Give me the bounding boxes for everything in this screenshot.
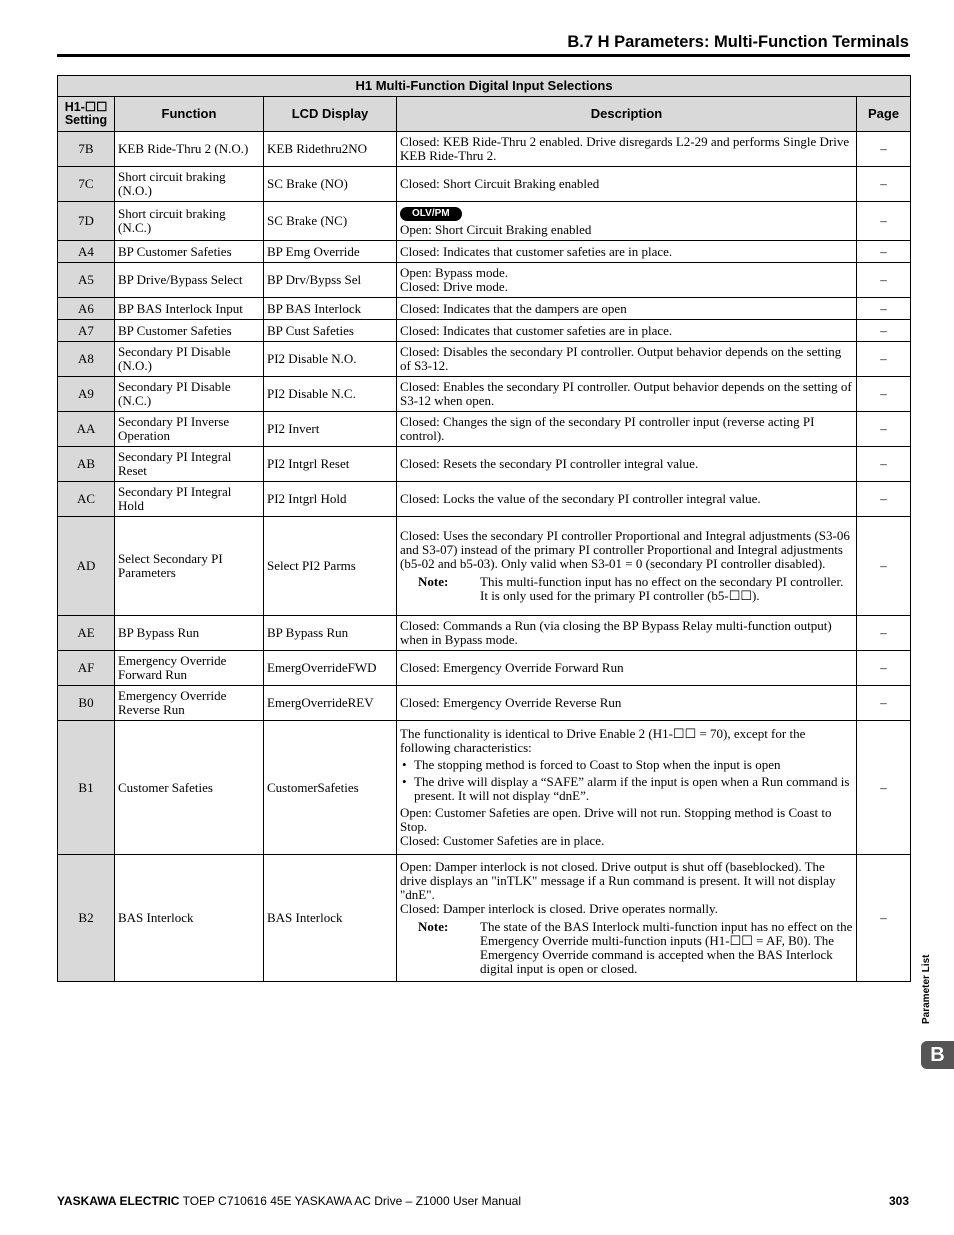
lcd-display-cell: PI2 Intgrl Reset xyxy=(264,447,397,482)
page-cell: – xyxy=(857,651,911,686)
setting-cell: 7C xyxy=(58,167,115,202)
page-cell: – xyxy=(857,132,911,167)
page-cell: – xyxy=(857,167,911,202)
function-cell: BP Drive/Bypass Select xyxy=(115,263,264,298)
description-cell xyxy=(397,342,857,377)
table-row xyxy=(58,721,911,855)
lcd-display-cell: CustomerSafeties xyxy=(264,721,397,855)
table-row xyxy=(58,482,911,517)
function-cell: BP Customer Safeties xyxy=(115,241,264,263)
column-header-setting: H1-☐☐ Setting xyxy=(58,97,115,132)
description-line: Closed: Enables the secondary PI controller. Output behavior depends on the setting of S3-12 when open. xyxy=(400,379,852,408)
lcd-display-cell: KEB Ridethru2NO xyxy=(264,132,397,167)
page-cell: – xyxy=(857,263,911,298)
note-text: This multi-function input has no effect on the secondary PI controller. It is only used for the primary PI controller (b5-☐☐). xyxy=(480,574,844,603)
setting-cell: B2 xyxy=(58,855,115,982)
page-cell: – xyxy=(857,342,911,377)
function-cell: Secondary PI Integral Hold xyxy=(115,482,264,517)
function-cell: BP Customer Safeties xyxy=(115,320,264,342)
function-cell: Secondary PI Inverse Operation xyxy=(115,412,264,447)
description-cell xyxy=(397,651,857,686)
description-line: Closed: Damper interlock is closed. Drive operates normally. xyxy=(400,901,718,916)
function-cell: Select Secondary PI Parameters xyxy=(115,517,264,616)
function-cell: Emergency Override Forward Run xyxy=(115,651,264,686)
column-header-description: Description xyxy=(397,97,857,132)
bullet-list xyxy=(400,758,853,803)
table-row xyxy=(58,517,911,616)
note-text: The state of the BAS Interlock multi-function input has no effect on the Emergency Override multi-function inputs (H1-☐☐ = AF, B0). The Emergency Override command is accepted when the BAS Interlock digital input is open or closed. xyxy=(480,919,853,976)
lcd-display-cell: EmergOverrideFWD xyxy=(264,651,397,686)
description-cell xyxy=(397,412,857,447)
page-cell: – xyxy=(857,412,911,447)
lcd-display-cell: PI2 Invert xyxy=(264,412,397,447)
lcd-display-cell: SC Brake (NO) xyxy=(264,167,397,202)
description-line: Closed: Disables the secondary PI controller. Output behavior depends on the setting of S3-12. xyxy=(400,344,842,373)
description-cell xyxy=(397,616,857,651)
page-cell: – xyxy=(857,241,911,263)
function-cell: Emergency Override Reverse Run xyxy=(115,686,264,721)
page-cell: – xyxy=(857,298,911,320)
table-row xyxy=(58,651,911,686)
function-cell: Secondary PI Disable (N.O.) xyxy=(115,342,264,377)
lcd-display-cell: PI2 Disable N.C. xyxy=(264,377,397,412)
table-row xyxy=(58,342,911,377)
description-cell xyxy=(397,447,857,482)
description-line: Closed: Changes the sign of the secondary PI controller input (reverse acting PI control). xyxy=(400,414,815,443)
note-label: Note: xyxy=(418,574,449,589)
table-row xyxy=(58,377,911,412)
function-cell: BAS Interlock xyxy=(115,855,264,982)
side-label: Parameter List xyxy=(921,954,932,1024)
description-line: Closed: KEB Ride-Thru 2 enabled. Drive disregards L2-29 and performs Single Drive KEB Ride-Thru 2. xyxy=(400,134,850,163)
table-caption: H1 Multi-Function Digital Input Selections xyxy=(58,76,911,97)
page-cell: – xyxy=(857,686,911,721)
table-row xyxy=(58,167,911,202)
description-line: Open: Damper interlock is not closed. Drive output is shut off (baseblocked). The drive displays an "inTLK" message if a Run command is present. It will not display "dnE". xyxy=(400,859,836,902)
section-tab: B xyxy=(921,1041,954,1069)
setting-cell: AE xyxy=(58,616,115,651)
page-cell: – xyxy=(857,447,911,482)
lcd-display-cell: SC Brake (NC) xyxy=(264,202,397,241)
setting-cell: AF xyxy=(58,651,115,686)
function-cell: Short circuit braking (N.C.) xyxy=(115,202,264,241)
description-cell xyxy=(397,298,857,320)
description-line: Open: Customer Safeties are open. Drive will not run. Stopping method is Coast to Stop. xyxy=(400,805,832,834)
description-line: Closed: Indicates that the dampers are open xyxy=(400,300,627,316)
table-row xyxy=(58,132,911,167)
page-number: 303 xyxy=(888,1194,909,1208)
description-line: Closed: Indicates that customer safeties are in place. xyxy=(400,322,673,338)
setting-cell: A4 xyxy=(58,241,115,263)
function-cell: BP Bypass Run xyxy=(115,616,264,651)
description-line: Open: Short Circuit Braking enabled xyxy=(400,222,592,237)
setting-cell: B0 xyxy=(58,686,115,721)
description-line: Closed: Emergency Override Reverse Run xyxy=(400,695,622,710)
table-row xyxy=(58,241,911,263)
description-cell xyxy=(397,482,857,517)
column-header-function: Function xyxy=(115,97,264,132)
description-cell xyxy=(397,517,857,616)
page-cell: – xyxy=(857,320,911,342)
function-cell: Customer Safeties xyxy=(115,721,264,855)
description-cell xyxy=(397,263,857,298)
setting-cell: A8 xyxy=(58,342,115,377)
function-cell: Secondary PI Integral Reset xyxy=(115,447,264,482)
table-row xyxy=(58,320,911,342)
setting-cell: AC xyxy=(58,482,115,517)
table-row xyxy=(58,616,911,651)
note-block xyxy=(400,920,853,976)
lcd-display-cell: BP Emg Override xyxy=(264,241,397,263)
setting-cell: 7D xyxy=(58,202,115,241)
table-row xyxy=(58,686,911,721)
description-line: Closed: Resets the secondary PI controller integral value. xyxy=(400,456,699,471)
description-cell xyxy=(397,167,857,202)
lcd-display-cell: BP BAS Interlock xyxy=(264,298,397,320)
lcd-display-cell: BP Cust Safeties xyxy=(264,320,397,342)
description-cell xyxy=(397,721,857,855)
table-row xyxy=(58,412,911,447)
note-block xyxy=(400,575,853,603)
lcd-display-cell: BP Drv/Bypss Sel xyxy=(264,263,397,298)
lcd-display-cell: EmergOverrideREV xyxy=(264,686,397,721)
control-mode-badge: OLV/PM xyxy=(400,207,462,221)
description-line: Closed: Indicates that customer safeties are in place. xyxy=(400,243,673,259)
function-cell: BP BAS Interlock Input xyxy=(115,298,264,320)
lcd-display-cell: Select PI2 Parms xyxy=(264,517,397,616)
setting-cell: A7 xyxy=(58,320,115,342)
description-cell xyxy=(397,241,857,263)
table-row xyxy=(58,298,911,320)
description-line: Closed: Uses the secondary PI controller Proportional and Integral adjustments (S3-06 and S3-07) instead of the primary PI controller Proportional and Integral adjustments (b5-02 and b5-03). Only valid when S3-01 = 0 (secondary PI controller disabled). xyxy=(400,528,850,571)
bullet-item: • The drive will display a “SAFE” alarm if the input is open when a Run command is present. It will not display “dnE”. xyxy=(400,775,853,803)
description-line: Closed: Short Circuit Braking enabled xyxy=(400,176,600,191)
page-cell: – xyxy=(857,377,911,412)
description-cell xyxy=(397,377,857,412)
description-line: Closed: Customer Safeties are in place. xyxy=(400,833,605,848)
section-title: B.7 H Parameters: Multi-Function Terminals xyxy=(567,33,909,51)
page-cell: – xyxy=(857,616,911,651)
description-cell xyxy=(397,132,857,167)
description-intro: The functionality is identical to Drive Enable 2 (H1-☐☐ = 70), except for the following characteristics: xyxy=(400,726,806,755)
description-cell xyxy=(397,320,857,342)
description-line: Closed: Drive mode. xyxy=(400,279,508,294)
page-cell: – xyxy=(857,202,911,241)
table-row xyxy=(58,263,911,298)
setting-cell: A9 xyxy=(58,377,115,412)
setting-cell: AA xyxy=(58,412,115,447)
setting-cell: 7B xyxy=(58,132,115,167)
lcd-display-cell: BP Bypass Run xyxy=(264,616,397,651)
description-line: Closed: Emergency Override Forward Run xyxy=(400,660,624,675)
footer-doc xyxy=(57,1194,521,1208)
description-line: Open: Bypass mode. xyxy=(400,265,508,280)
footer-brand: YASKAWA ELECTRIC xyxy=(57,1194,180,1208)
description-line: Closed: Locks the value of the secondary PI controller integral value. xyxy=(400,491,761,506)
lcd-display-cell: PI2 Intgrl Hold xyxy=(264,482,397,517)
function-cell: Secondary PI Disable (N.C.) xyxy=(115,377,264,412)
setting-cell: AB xyxy=(58,447,115,482)
setting-cell: B1 xyxy=(58,721,115,855)
note-label: Note: xyxy=(418,919,449,934)
setting-cell: AD xyxy=(58,517,115,616)
page-cell: – xyxy=(857,482,911,517)
lcd-display-cell: PI2 Disable N.O. xyxy=(264,342,397,377)
description-line: Closed: Commands a Run (via closing the BP Bypass Relay multi-function output) when in Bypass mode. xyxy=(400,618,832,647)
setting-cell: A6 xyxy=(58,298,115,320)
lcd-display-cell: BAS Interlock xyxy=(264,855,397,982)
function-cell: KEB Ride-Thru 2 (N.O.) xyxy=(115,132,264,167)
column-header-page: Page xyxy=(857,97,911,132)
table-row xyxy=(58,855,911,982)
bullet-item: • The stopping method is forced to Coast to Stop when the input is open xyxy=(400,758,853,772)
footer-doc-title: TOEP C710616 45E YASKAWA AC Drive – Z1000 User Manual xyxy=(179,1194,521,1208)
page-cell: – xyxy=(857,721,911,855)
table-row xyxy=(58,447,911,482)
description-cell xyxy=(397,855,857,982)
description-cell xyxy=(397,686,857,721)
page-cell: – xyxy=(857,517,911,616)
page-cell: – xyxy=(857,855,911,982)
header-rule xyxy=(57,54,910,57)
function-cell: Short circuit braking (N.O.) xyxy=(115,167,264,202)
column-header-lcd-display: LCD Display xyxy=(264,97,397,132)
description-cell xyxy=(397,202,857,241)
setting-cell: A5 xyxy=(58,263,115,298)
parameter-table xyxy=(57,75,911,982)
table-row xyxy=(58,202,911,241)
